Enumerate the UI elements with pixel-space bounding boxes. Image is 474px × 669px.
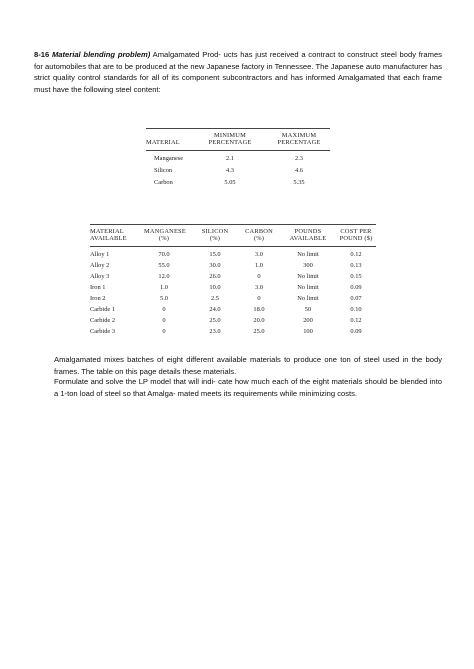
table-cell: 5.35 — [293, 179, 305, 186]
material-name: Carbide 1 — [90, 306, 116, 313]
table-cell: 50 — [304, 306, 312, 313]
table-cell: 300 — [303, 262, 313, 269]
material-name: Alloy 3 — [90, 273, 110, 280]
table-cell: 26.0 — [209, 273, 221, 280]
table-cell: 0 — [257, 273, 261, 280]
table-cell: 5.0 — [160, 295, 168, 302]
col-header: MINIMUM PERCENTAGE — [208, 132, 252, 147]
col-header: SILICON (%) — [201, 228, 229, 243]
col-header: POUNDS AVAILABLE — [289, 228, 327, 243]
material-name: Carbide 2 — [90, 317, 116, 324]
table-cell: 1.0 — [160, 284, 168, 291]
table-cell: 4.6 — [295, 167, 303, 174]
table-cell: 20.0 — [253, 317, 265, 324]
col-header: MANGANESE (%) — [144, 228, 186, 243]
table-cell: 15.0 — [209, 251, 221, 258]
table-cell: 0.07 — [350, 295, 362, 302]
material-name: Iron 1 — [90, 284, 106, 291]
table-rule — [90, 224, 376, 225]
table-cell: 25.0 — [209, 317, 221, 324]
table-cell: 3.0 — [255, 251, 263, 258]
table-cell: Manganese — [154, 155, 184, 162]
table-cell: 24.0 — [209, 306, 221, 313]
table-cell: 3.0 — [255, 284, 263, 291]
problem-body: Amalgamated Prod- ucts has just received a contract to construct steel body frames for automobiles that are to be produced at the new Japanese factory in Tennessee. The Japanese auto manufacturer has strict quality control standards for all of its component subcontractors and has informed Amalgamated that each frame must have the following steel content: — [34, 50, 442, 94]
table-cell: 18.0 — [253, 306, 265, 313]
col-header: CARBON (%) — [245, 228, 273, 243]
table-cell: 0.15 — [350, 273, 362, 280]
material-name: Iron 2 — [90, 295, 106, 302]
table-cell: No limit — [297, 251, 319, 258]
table-cell: 30.0 — [209, 262, 221, 269]
col-header: MATERIAL — [146, 139, 180, 146]
table-cell: 4.3 — [226, 167, 234, 174]
table-cell: No limit — [297, 284, 319, 291]
table-cell: 0 — [162, 317, 166, 324]
col-header: MAXIMUM PERCENTAGE — [277, 132, 321, 147]
table-cell: 0.09 — [350, 328, 362, 335]
table-cell: 2.5 — [211, 295, 219, 302]
material-name: Alloy 2 — [90, 262, 110, 269]
table-cell: 10.0 — [209, 284, 221, 291]
table-cell: 12.0 — [158, 273, 170, 280]
paragraph-task: Formulate and solve the LP model that will indi- cate how much each of the eight materials should be blended into a 1-ton load of steel so that Amalga- mated meets its requirements while minimizing costs. — [54, 377, 442, 398]
table-cell: 0.12 — [350, 251, 362, 258]
table-cell: 2.1 — [226, 155, 234, 162]
table-cell: 55.0 — [158, 262, 170, 269]
table-cell: 0.10 — [350, 306, 362, 313]
table-cell: No limit — [297, 273, 319, 280]
table-cell: 200 — [303, 317, 313, 324]
table-cell: 2.3 — [295, 155, 303, 162]
table-cell: 70.0 — [158, 251, 170, 258]
table-cell: No limit — [297, 295, 319, 302]
paragraph-materials: Amalgamated mixes batches of eight different available materials to produce one ton of steel used in the body frames. The table on this page details these materials. — [54, 355, 442, 376]
table-cell: 0.13 — [350, 262, 362, 269]
table-cell: Carbon — [154, 179, 173, 186]
problem-statement — [34, 49, 442, 95]
table-cell: 0 — [162, 328, 166, 335]
table-rule — [146, 128, 330, 129]
table-cell: Silicon — [154, 167, 173, 174]
table-cell: 0 — [257, 295, 261, 302]
table-rule — [146, 150, 330, 151]
table-cell: 0.09 — [350, 284, 362, 291]
table-rule — [90, 246, 376, 247]
table-cell: 23.0 — [209, 328, 221, 335]
table-cell: 0.12 — [350, 317, 362, 324]
table-cell: 0 — [162, 306, 166, 313]
materials-table — [90, 224, 376, 335]
table-cell: 25.0 — [253, 328, 265, 335]
requirements-table — [146, 128, 330, 188]
material-name: Alloy 1 — [90, 251, 110, 258]
material-name: Carbide 3 — [90, 328, 116, 335]
table-cell: 5.05 — [224, 179, 236, 186]
table-cell: 1.0 — [255, 262, 263, 269]
col-header: COST PER POUND ($) — [339, 228, 373, 243]
col-header: MATERIAL AVAILABLE — [90, 228, 127, 243]
table-cell: 100 — [303, 328, 313, 335]
problem-number: 8-16 — [34, 50, 50, 59]
problem-title: Material blending problem) — [51, 50, 151, 59]
